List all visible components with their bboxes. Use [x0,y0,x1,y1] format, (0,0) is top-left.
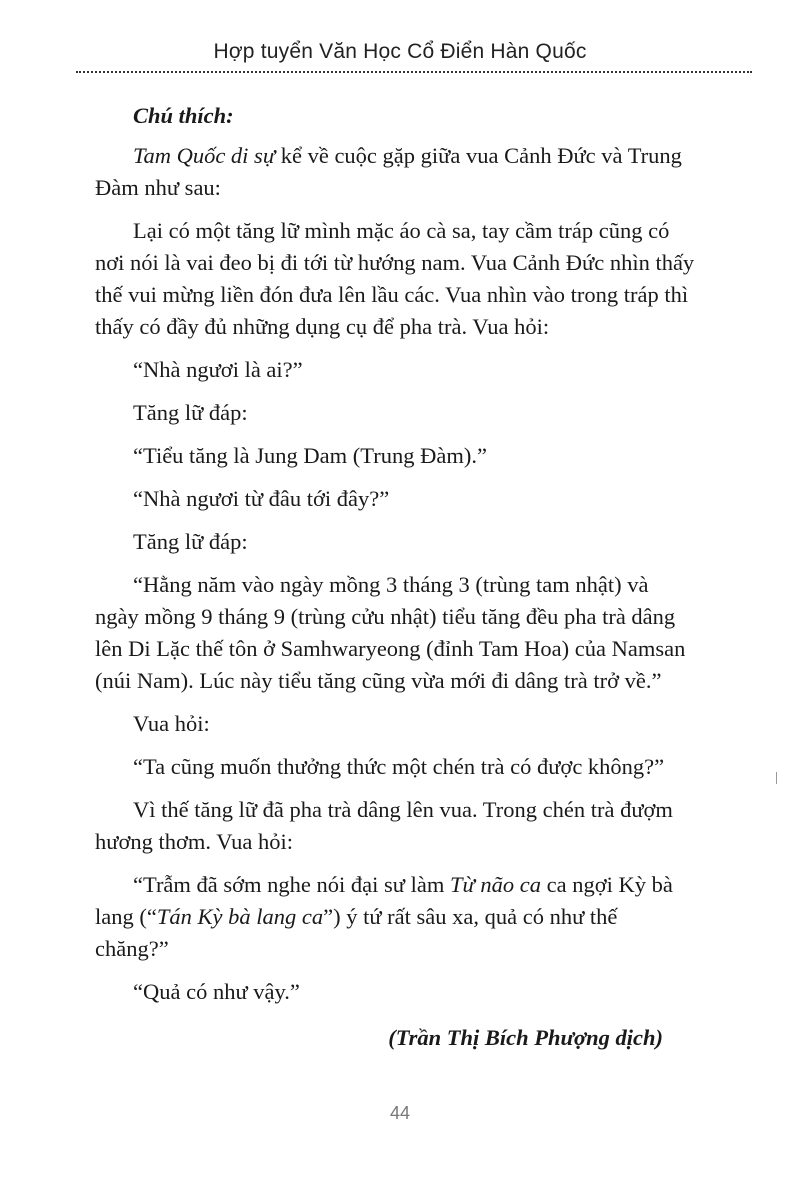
dialogue-line: Tăng lữ đáp: [133,400,248,425]
notes-heading: Chú thích: [133,103,234,128]
text-run: “Trẫm đã sớm nghe nói đại sư làm [133,872,450,897]
dialogue-line: Tăng lữ đáp: [133,529,248,554]
dialogue-line: “Nhà ngươi là ai?” [133,357,303,382]
dialogue-line: “Quả có như vậy.” [133,979,300,1004]
paragraph-narrative: Lại có một tăng lữ mình mặc áo cà sa, tay cầm tráp cũng có nơi nói là vai đeo bị đi tới từ hướng nam. Vua Cảnh Đức nhìn thấy thế vui mừng liền đón đưa lên lầu các. Vua nhìn vào trong tráp thì thấy có đầy đủ những dụng cụ để pha trà. Vua hỏi: [95,218,695,339]
poem-title: Tán Kỳ bà lang ca [156,904,324,929]
paragraph-intro-text: kể về cuộc gặp giữa vua Cảnh Đức và Trung Đàm như sau: [95,143,682,200]
dialogue-line: “Nhà ngươi từ đâu tới đây?” [133,486,390,511]
paragraph-narrative: Vì thế tăng lữ đã pha trà dâng lên vua. Trong chén trà đượm hương thơm. Vua hỏi: [95,797,673,854]
poem-title: Từ não ca [449,872,542,897]
running-header: Hợp tuyển Văn Học Cổ Điển Hàn Quốc [213,40,587,63]
header-dotted-rule [76,71,752,73]
paragraph-king-question [95,869,695,965]
page-number: 44 [389,1103,411,1123]
dialogue-line: “Ta cũng muốn thưởng thức một chén trà có được không?” [133,754,665,779]
paragraph-monk-reply: “Hằng năm vào ngày mồng 3 tháng 3 (trùng tam nhật) và ngày mồng 9 tháng 9 (trùng cửu nhật) tiểu tăng đều pha trà dâng lên Di Lặc thế tôn ở Samhwaryeong (đỉnh Tam Hoa) của Namsan (núi Nam). Lúc này tiểu tăng cũng vừa mới đi dâng trà trở về.” [95,572,686,693]
margin-mark [776,772,777,784]
paragraph-intro [95,140,695,204]
book-title: Tam Quốc di sự [133,143,276,168]
dialogue-line: “Tiểu tăng là Jung Dam (Trung Đàm).” [133,443,487,468]
text-run: ca ngợi Kỳ bà lang (“ [95,872,673,929]
page-body [95,100,695,1065]
text-run: ”) ý tứ rất sâu xa, quả có như thế chăng?” [95,904,618,961]
dialogue-line: Vua hỏi: [133,711,210,736]
translator-credit: (Trần Thị Bích Phượng dịch) [388,1025,663,1050]
